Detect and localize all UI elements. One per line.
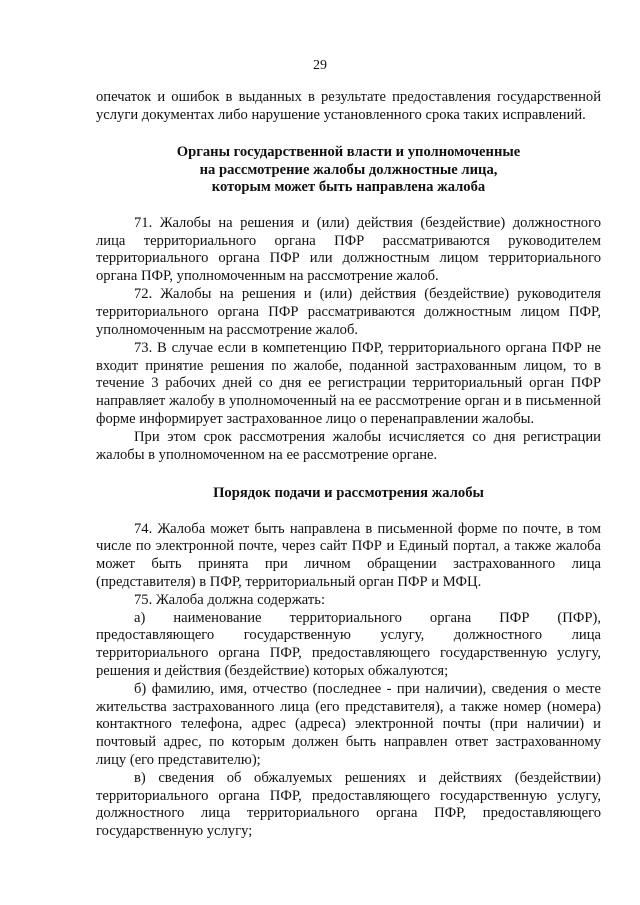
heading-line: Органы государственной власти и уполномоченные (176, 144, 521, 161)
paragraph-71: 71. Жалобы на решения и (или) действия (бездействие) должностного лица территориального органа ПФР рассматриваются руководителем территориального органа ПФР или должностным лицом территориального органа ПФР, уполномоченным на рассмотрение жалоб. (96, 214, 601, 284)
page-number: 29 (313, 58, 327, 73)
heading-line: на рассмотрение жалобы должностные лица, (199, 161, 498, 178)
list-item-b: б) фамилию, имя, отчество (последнее - при наличии), сведения о месте жительства застрахованного лица (его представителя), а также номер (номера) контактного телефона, адрес (адреса) электронной почты (при наличии) и почтовый адрес, по которым должен быть направлен ответ застрахованному лицу (его представителю); (96, 681, 601, 768)
section-heading-procedure: Порядок подачи и рассмотрения жалобы (213, 485, 484, 502)
list-item-a: а) наименование территориального органа ПФР (ПФР), предоставляющего государственную услугу, должностного лица территориального органа ПФР, предоставляющего государственную услугу, решения и действия (бездействие) которых обжалуются; (96, 609, 601, 679)
intro-paragraph: опечаток и ошибок в выданных в результате предоставления государственной услуги документах либо нарушение установленного срока таких исправлений. (96, 89, 601, 123)
heading-line: которым может быть направлена жалоба (211, 179, 486, 196)
paragraph-73-note: При этом срок рассмотрения жалобы исчисляется со дня регистрации жалобы в уполномоченном на ее рассмотрение органе. (96, 429, 601, 463)
paragraph-73: 73. В случае если в компетенцию ПФР, территориального органа ПФР не входит принятие решения по жалобе, поданной застрахованным лицом, то в течение 3 рабочих дней со дня ее регистрации территориальный орган ПФР направляет жалобу в уполномоченный на ее рассмотрение орган и в письменной форме информирует застрахованное лицо о перенаправлении жалобы. (96, 340, 601, 427)
paragraph-74: 74. Жалоба может быть направлена в письменной форме по почте, в том числе по электронной почте, через сайт ПФР и Единый портал, а также жалоба может быть принята при личном обращении застрахованного лица (представителя) в ПФР, территориальный орган ПФР и МФЦ. (96, 520, 601, 590)
paragraph-72: 72. Жалобы на решения и (или) действия (бездействие) руководителя территориального органа ПФР рассматриваются должностным лицом ПФР, уполномоченным на рассмотрение жалоб. (96, 286, 601, 338)
document-body (96, 89, 601, 841)
section-heading-authorities (96, 144, 601, 197)
paragraph-75: 75. Жалоба должна содержать: (134, 592, 325, 609)
list-item-c: в) сведения об обжалуемых решениях и действиях (бездействии) территориального органа ПФР, предоставляющего государственную услугу, должностного лица территориального органа ПФР, предоставляющего государственную услугу; (96, 770, 601, 839)
